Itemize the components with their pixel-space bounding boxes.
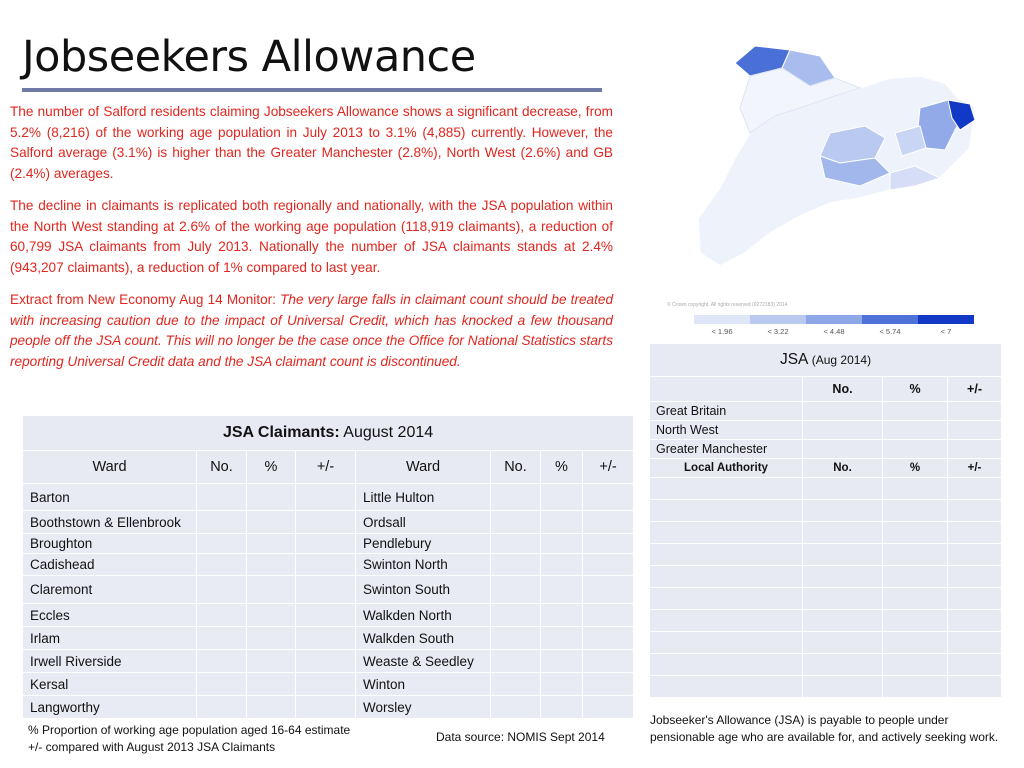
cell [650, 500, 803, 522]
legend-label: < 1.96 [711, 327, 733, 336]
cell [296, 534, 356, 554]
jsa-header-change: +/- [948, 377, 1002, 402]
ward-name: Broughton [23, 534, 197, 554]
ward-name: Little Hulton [356, 484, 491, 511]
cell [197, 650, 247, 673]
cell [948, 478, 1002, 500]
ward-name: Swinton North [356, 554, 491, 576]
cell [296, 554, 356, 576]
cell [296, 696, 356, 719]
cell [803, 500, 883, 522]
cell [197, 554, 247, 576]
cell [948, 676, 1002, 698]
cell [948, 632, 1002, 654]
legend-swatch-5 [918, 315, 974, 324]
cell [296, 673, 356, 696]
cell [583, 534, 634, 554]
cell [948, 544, 1002, 566]
cell [296, 484, 356, 511]
cell [491, 576, 541, 604]
cell [803, 478, 883, 500]
cell [541, 696, 583, 719]
cell [803, 544, 883, 566]
legend-bar [694, 315, 974, 324]
table-row [650, 588, 1002, 610]
cell [247, 604, 296, 627]
ward-name: Barton [23, 484, 197, 511]
table-row [650, 440, 1002, 459]
jsa-comparison-table [649, 343, 1002, 698]
cell [583, 511, 634, 534]
cell [803, 610, 883, 632]
cell [803, 522, 883, 544]
jsa-title-date: (Aug 2014) [808, 353, 872, 367]
table-row [23, 696, 634, 719]
cell [803, 440, 883, 459]
cell [247, 650, 296, 673]
cell [883, 522, 948, 544]
cell [583, 673, 634, 696]
cell [583, 604, 634, 627]
cell [948, 566, 1002, 588]
cell [803, 676, 883, 698]
la-header-no: No. [803, 459, 883, 478]
header-percent: % [247, 451, 296, 484]
ward-name: Walkden North [356, 604, 491, 627]
legend-swatch-4 [862, 315, 918, 324]
cell [650, 522, 803, 544]
cell [883, 500, 948, 522]
cell [883, 632, 948, 654]
cell [803, 588, 883, 610]
jsa-table-title [650, 344, 1002, 377]
footnote-compared: +/- compared with August 2013 JSA Claimants [28, 740, 276, 754]
cell [541, 554, 583, 576]
footnote-proportion: % Proportion of working age population aged 16-64 estimate [28, 723, 351, 737]
jsa-eligibility-note: Jobseeker's Allowance (JSA) is payable to people under pensionable age who are available for, and actively seeking work. [650, 713, 999, 744]
cell [247, 696, 296, 719]
table-row [23, 576, 634, 604]
legend-label: < 7 [940, 327, 952, 336]
cell [883, 588, 948, 610]
header-percent: % [541, 451, 583, 484]
cell [491, 650, 541, 673]
cell [197, 534, 247, 554]
cell [491, 604, 541, 627]
cell [650, 544, 803, 566]
ward-name: Irlam [23, 627, 197, 650]
table-row [23, 554, 634, 576]
cell [583, 650, 634, 673]
page-title: Jobseekers Allowance [22, 32, 476, 82]
cell [296, 627, 356, 650]
ward-name: Ordsall [356, 511, 491, 534]
local-authority-header-row [650, 459, 1002, 478]
header-change: +/- [296, 451, 356, 484]
ward-table-title-date: August 2014 [339, 424, 434, 441]
paragraph-extract [10, 290, 613, 372]
extract-quote: The very large falls in claimant count should be treated with increasing caution due to the impact of Universal Credit, which has knocked a few thousand people off the JSA count. This will no longer be the case once the Office for National Statistics starts reporting Universal Credit data and the JSA claimant count is discontinued. [10, 292, 614, 369]
legend-label: < 5.74 [879, 327, 901, 336]
ward-name: Weaste & Seedley [356, 650, 491, 673]
table-footnotes [28, 722, 350, 756]
table-row [650, 500, 1002, 522]
cell [883, 544, 948, 566]
cell [883, 440, 948, 459]
cell [883, 654, 948, 676]
cell [803, 654, 883, 676]
table-row [23, 627, 634, 650]
cell [491, 673, 541, 696]
cell [197, 696, 247, 719]
jsa-header-no: No. [803, 377, 883, 402]
ward-name: Boothstown & Ellenbrook [23, 511, 197, 534]
table-row [23, 650, 634, 673]
ward-name: Pendlebury [356, 534, 491, 554]
legend-swatch-1 [694, 315, 750, 324]
cell [948, 654, 1002, 676]
cell [803, 632, 883, 654]
jsa-header-blank [650, 377, 803, 402]
ward-name: Kersal [23, 673, 197, 696]
data-source: Data source: NOMIS Sept 2014 [436, 730, 605, 744]
cell [650, 654, 803, 676]
la-header-percent: % [883, 459, 948, 478]
cell [883, 421, 948, 440]
cell [583, 484, 634, 511]
extract-lead: Extract from New Economy Aug 14 Monitor: [10, 292, 281, 307]
cell [197, 604, 247, 627]
header-no: No. [197, 451, 247, 484]
ward-name: Cadishead [23, 554, 197, 576]
table-row [650, 566, 1002, 588]
region-name: Great Britain [650, 402, 803, 421]
cell [583, 576, 634, 604]
table-row [650, 421, 1002, 440]
table-row [650, 402, 1002, 421]
cell [296, 576, 356, 604]
table-row [650, 632, 1002, 654]
cell [491, 627, 541, 650]
cell [541, 576, 583, 604]
cell [583, 696, 634, 719]
cell [948, 402, 1002, 421]
cell [491, 511, 541, 534]
cell [247, 627, 296, 650]
ward-name: Walkden South [356, 627, 491, 650]
legend-swatch-2 [750, 315, 806, 324]
cell [883, 676, 948, 698]
salford-ward-map [690, 38, 980, 278]
ward-name: Winton [356, 673, 491, 696]
cell [650, 632, 803, 654]
la-header-change: +/- [948, 459, 1002, 478]
cell [247, 554, 296, 576]
table-row [23, 604, 634, 627]
paragraph-regional: The decline in claimants is replicated both regionally and nationally, with the JSA population within the North West standing at 2.6% of the working age population (118,919 claimants), a reduction of 60,799 JSA claimants from July 2013. Nationally the number of JSA claimants stands at 2.4% (943,207 claimants), a reduction of 1% compared to last year. [10, 198, 613, 275]
cell [247, 534, 296, 554]
cell [491, 534, 541, 554]
cell [650, 588, 803, 610]
cell [247, 673, 296, 696]
cell [197, 484, 247, 511]
summary-text [10, 102, 613, 384]
table-row [650, 544, 1002, 566]
cell [296, 511, 356, 534]
header-ward: Ward [356, 451, 491, 484]
table-row [650, 522, 1002, 544]
cell [197, 673, 247, 696]
cell [803, 566, 883, 588]
cell [541, 627, 583, 650]
header-no: No. [491, 451, 541, 484]
cell [948, 522, 1002, 544]
title-underline [22, 88, 602, 92]
ward-name: Irwell Riverside [23, 650, 197, 673]
cell [803, 421, 883, 440]
cell [883, 610, 948, 632]
cell [296, 650, 356, 673]
legend-labels [694, 327, 974, 336]
ward-table-title [23, 416, 634, 451]
table-row [23, 534, 634, 554]
ward-name: Worsley [356, 696, 491, 719]
cell [541, 604, 583, 627]
legend-swatch-3 [806, 315, 862, 324]
cell [583, 554, 634, 576]
cell [541, 650, 583, 673]
cell [491, 554, 541, 576]
table-row [650, 610, 1002, 632]
cell [247, 576, 296, 604]
cell [650, 676, 803, 698]
cell [491, 696, 541, 719]
jsa-header-percent: % [883, 377, 948, 402]
cell [650, 478, 803, 500]
region-name: North West [650, 421, 803, 440]
table-row [650, 478, 1002, 500]
cell [296, 604, 356, 627]
table-row [650, 654, 1002, 676]
cell [650, 610, 803, 632]
cell [541, 673, 583, 696]
ward-name: Claremont [23, 576, 197, 604]
cell [247, 484, 296, 511]
cell [247, 511, 296, 534]
cell [583, 627, 634, 650]
cell [883, 566, 948, 588]
cell [948, 588, 1002, 610]
legend-label: < 4.48 [823, 327, 845, 336]
ward-name: Langworthy [23, 696, 197, 719]
ward-claimants-table [22, 415, 634, 719]
cell [803, 402, 883, 421]
legend-label: < 3.22 [767, 327, 789, 336]
table-row [23, 511, 634, 534]
cell [197, 511, 247, 534]
map-copyright: © Crown copyright. All rights reserved (0272183) 2014 [667, 302, 788, 308]
paragraph-salford: The number of Salford residents claiming Jobseekers Allowance shows a significant decrease, from 5.2% (8,216) of the working age population in July 2013 to 3.1% (4,885) currently. However, the Salford average (3.1%) is higher than the Greater Manchester (2.8%), North West (2.6%) and GB (2.4%) averages. [10, 104, 613, 181]
map-legend [694, 315, 974, 336]
header-change: +/- [583, 451, 634, 484]
cell [541, 534, 583, 554]
cell [491, 484, 541, 511]
ward-table-title-bold: JSA Claimants: [222, 424, 340, 441]
header-ward: Ward [23, 451, 197, 484]
cell [883, 402, 948, 421]
cell [948, 610, 1002, 632]
cell [883, 478, 948, 500]
cell [541, 511, 583, 534]
cell [948, 500, 1002, 522]
cell [650, 566, 803, 588]
cell [197, 627, 247, 650]
la-header-name: Local Authority [650, 459, 803, 478]
cell [197, 576, 247, 604]
cell [541, 484, 583, 511]
table-row [650, 676, 1002, 698]
table-row [23, 673, 634, 696]
table-row [23, 484, 634, 511]
region-name: Greater Manchester [650, 440, 803, 459]
cell [948, 440, 1002, 459]
ward-name: Swinton South [356, 576, 491, 604]
jsa-title-main: JSA [779, 351, 809, 368]
ward-name: Eccles [23, 604, 197, 627]
cell [948, 421, 1002, 440]
